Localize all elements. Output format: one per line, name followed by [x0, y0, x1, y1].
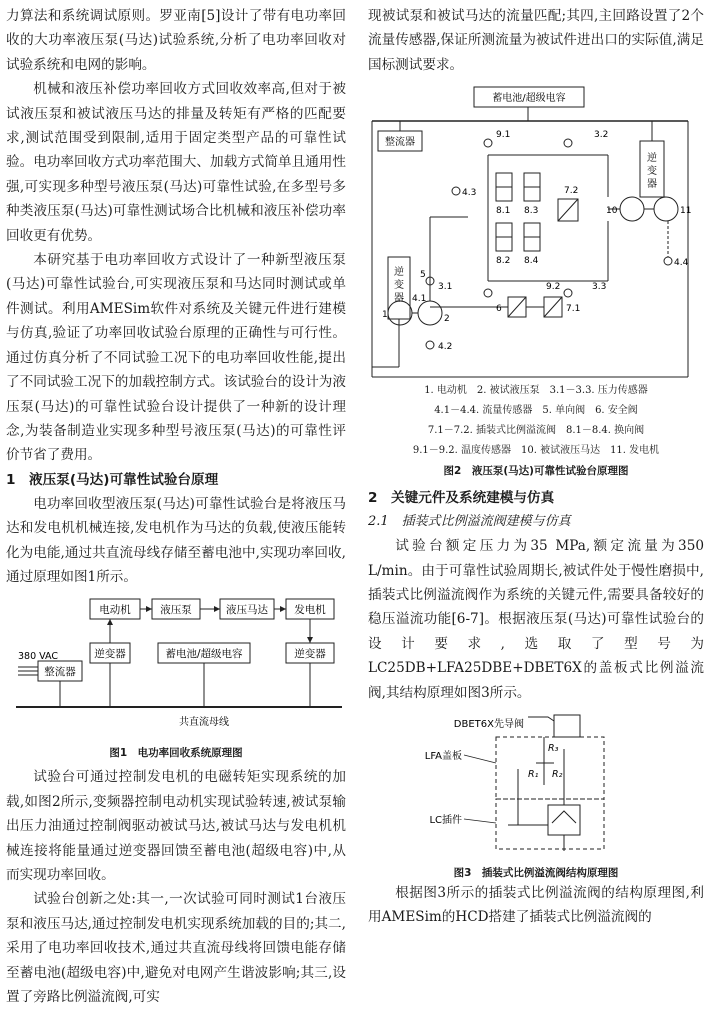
figure-1-caption: 图1 电功率回收系统原理图 — [109, 747, 243, 760]
label-2: 2 — [444, 314, 450, 325]
label-8-4: 8.4 — [524, 256, 539, 267]
paragraph: 根据图3所示的插装式比例溢流阀的结构原理图,利用AMESim的HCD搭建了插装式比例溢流阀的 — [368, 885, 704, 926]
figure-1 — [6, 589, 346, 765]
label-8-1: 8.1 — [496, 206, 511, 217]
label-inverter: 逆变器 — [394, 267, 404, 305]
paragraph: 试验台额定压力为35 MPa,额定流量为350 L/min。由于可靠性试验周期长,被试件处于慢性磨损中,插装式比例溢流阀作为系统的关键元件,需要具备较好的稳压溢流功能[6-7]。根据液压泵(马达)可靠性试验台的设计要求,选取了型号为LC25DB+LFA25DBE+DBET6X的盖板式比例溢流阀,其结构原理如图3所示。 — [368, 538, 704, 701]
figure-3-caption: 图3 插装式比例溢流阀结构原理图 — [453, 867, 619, 880]
label-r1: R₁ — [528, 769, 539, 781]
paragraph: 本研究基于电功率回收方式设计了一种新型液压泵(马达)可靠性试验台,可实现液压泵和马达同时测试或单件测试。利用AMESim软件对系统及关键元件进行建模与仿真,验证了功率回收试验台原理的正确性与可行性。通过仿真分析了不同试验工况下的电功率回收性能,提出了不同试验工况下的加载控制方式。该试验台的设计为液压泵(马达)的可靠性试验台设计提供了一种新的设计理念,为装备制造业实现多种型号液压泵(马达)的可靠性评价节省了费用。 — [6, 252, 346, 464]
label-rectifier: 整流器 — [385, 137, 415, 149]
label-4-1: 4.1 — [412, 294, 427, 305]
label-8-2: 8.2 — [496, 256, 511, 267]
label-3-2: 3.2 — [594, 130, 609, 141]
label-motor: 电动机 — [99, 604, 131, 617]
label-pilot-valve: DBET6X先导阀 — [453, 719, 524, 731]
label-battery: 蓄电池/超级电容 — [492, 93, 566, 105]
label-4-2: 4.2 — [438, 342, 453, 353]
label-380vac: 380 VAC — [18, 651, 59, 663]
label-6: 6 — [496, 304, 502, 315]
label-lc-cartridge: LC插件 — [429, 815, 462, 827]
label-r3: R₃ — [548, 743, 559, 755]
label-hydraulic-motor: 液压马达 — [226, 604, 268, 617]
label-9-2: 9.2 — [546, 282, 561, 293]
figure-3 — [368, 705, 704, 881]
label-generator: 发电机 — [294, 604, 326, 617]
label-dc-bus: 共直流母线 — [179, 717, 229, 729]
label-1: 1 — [382, 310, 388, 321]
label-9-1: 9.1 — [496, 130, 511, 141]
subsection-heading: 2.1 插装式比例溢流阀建模与仿真 — [368, 514, 571, 530]
label-7-2: 7.2 — [564, 186, 579, 197]
label-lfa-cover: LFA盖板 — [424, 751, 462, 763]
paragraph: 机械和液压补偿功率回收方式回收效率高,但对于被试液压泵和被试液压马达的排量及转矩有严格的匹配要求,测试范围受到限制,适用于固定类型产品的可靠性试验。电功率回收方式功率范围大、加载方式简单且通用性强,可实现多种型号液压泵(马达)可靠性试验,在多型号多种类液压泵(马达)可靠性测试场合比机械和液压补偿功率回收更有优势。 — [6, 81, 346, 244]
label-4-3: 4.3 — [462, 188, 477, 199]
legend-line: 1. 电动机 2. 被试液压泵 3.1－3.3. 压力传感器 — [424, 385, 648, 397]
label-pump: 液压泵 — [160, 604, 192, 617]
legend-line: 7.1－7.2. 插装式比例溢流阀 8.1－8.4. 换向阀 — [427, 425, 645, 437]
legend-line: 9.1－9.2. 温度传感器 10. 被试液压马达 11. 发电机 — [412, 445, 660, 457]
paragraph: 电功率回收型液压泵(马达)可靠性试验台是将液压马达和发电机机械连接,发电机作为马达的负载,使液压能转化为电能,通过共直流母线存储至蓄电池中,实现功率回收,通过原理如图1所示。 — [6, 495, 346, 585]
label-7-1: 7.1 — [566, 304, 581, 315]
figure-3-diagram — [368, 705, 704, 861]
label-11: 11 — [680, 206, 692, 217]
paragraph: 力算法和系统调试原则。罗亚南[5]设计了带有电功率回收的大功率液压泵(马达)试验系统,分析了电功率回收对试验系统和电网的影响。 — [6, 8, 346, 73]
right-column — [368, 4, 704, 930]
label-10: 10 — [606, 206, 618, 217]
label-4-4: 4.4 — [674, 258, 689, 269]
paragraph: 试验台创新之处:其一,一次试验可同时测试1台液压泵和液压马达,通过控制发电机实现系统加载的目的;其二,采用了电功率回收技术,通过共直流母线将回馈电能存储至蓄电池(超级电容)中,避免对电网产生谐波影响;其三,设置了旁路比例溢流阀,可实 — [6, 891, 346, 1005]
figure-2 — [368, 81, 704, 478]
label-inverter: 逆变器 — [294, 648, 326, 661]
label-rectifier: 整流器 — [44, 666, 76, 679]
figure-1-diagram — [6, 589, 346, 739]
paragraph: 试验台可通过控制发电机的电磁转矩实现系统的加载,如图2所示,变频器控制电动机实现试验转速,被试泵输出压力油通过控制阀驱动被试马达,被试马达与发电机机械连接将能量通过逆变器回馈至蓄电池(超级电容)中,从而实现功率回收。 — [6, 769, 346, 883]
figure-2-caption: 图2 液压泵(马达)可靠性试验台原理图 — [443, 465, 629, 478]
label-inverter: 逆变器 — [94, 648, 126, 661]
label-3-3: 3.3 — [592, 282, 607, 293]
paragraph: 现被试泵和被试马达的流量匹配;其四,主回路设置了2个流量传感器,保证所测流量为被试件进出口的实际值,满足国标测试要求。 — [368, 8, 704, 73]
label-battery: 蓄电池/超级电容 — [165, 648, 243, 661]
legend-line: 4.1－4.4. 流量传感器 5. 单向阀 6. 安全阀 — [434, 405, 638, 417]
label-5: 5 — [420, 270, 426, 281]
figure-2-diagram — [368, 81, 704, 381]
label-3-1: 3.1 — [438, 282, 453, 293]
figure-2-legend — [368, 381, 704, 461]
section-heading: 2 关键元件及系统建模与仿真 — [368, 490, 555, 507]
section-heading: 1 液压泵(马达)可靠性试验台原理 — [6, 471, 219, 488]
label-inverter: 逆变器 — [647, 153, 657, 191]
label-r2: R₂ — [552, 769, 563, 781]
left-column — [6, 4, 346, 1009]
label-8-3: 8.3 — [524, 206, 539, 217]
